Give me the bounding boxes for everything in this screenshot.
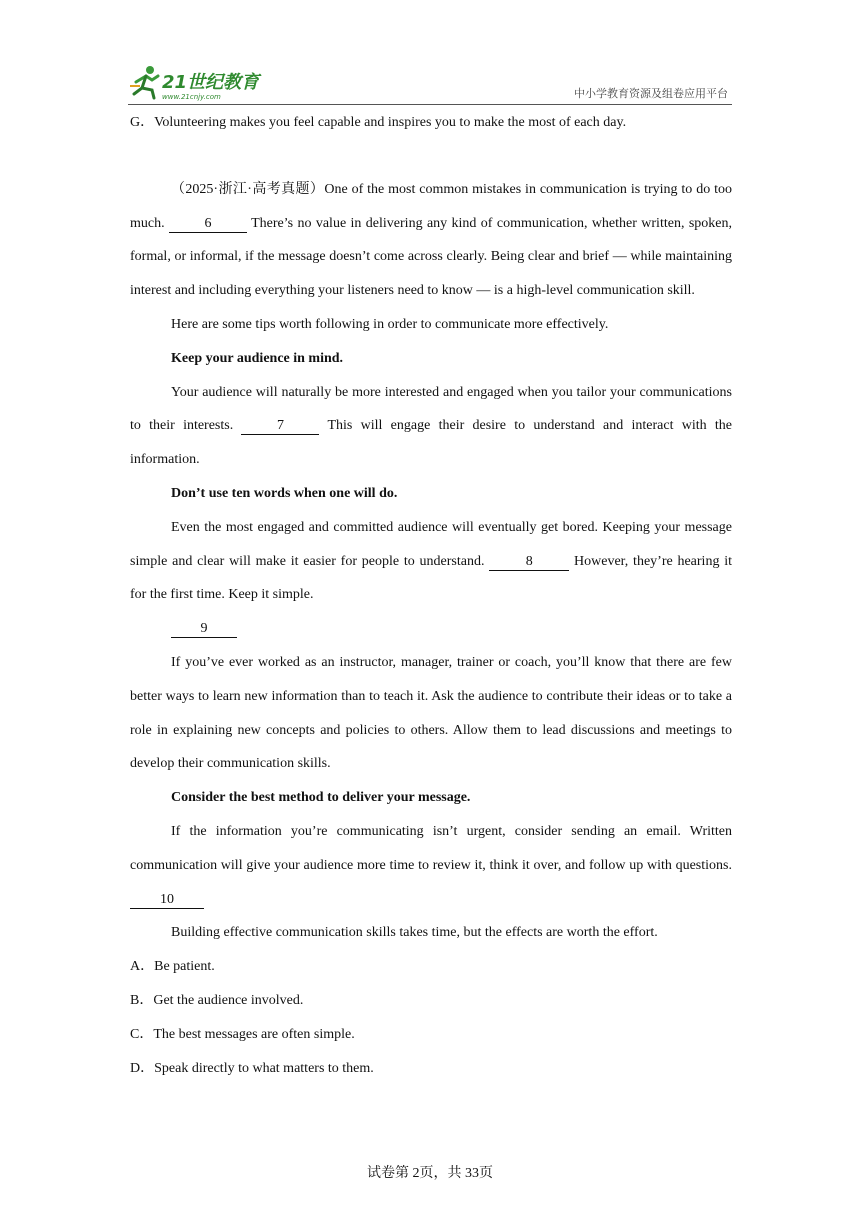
blank-10: 10: [130, 892, 204, 909]
page-header: [128, 60, 732, 105]
question-source: （2025·浙江·高考真题）: [171, 181, 325, 197]
page-footer: 试卷第 2页，共 33页: [367, 1166, 493, 1181]
option-b: B．Get the audience involved.: [130, 992, 304, 1008]
blank-7: 7: [241, 418, 319, 435]
option-c: C．The best messages are often simple.: [130, 1026, 355, 1042]
header-tagline: 中小学教育资源及组卷应用平台: [574, 87, 728, 100]
passage-paragraph-1: （2025·浙江·高考真题）One of the most common mistakes in communication is trying to do too much. 6 There’s no value in delivering any kind of communication, whether written, spoken, formal, or informal, if the message doesn’t come across clearly. Being clear and brief — while maintaining interest and including everything your listeners need to know — is a high-level communication skill.: [130, 181, 733, 299]
passage-paragraph-2: Here are some tips worth following in order to communicate more effectively.: [171, 316, 609, 332]
tip-heading-1: Keep your audience in mind.: [171, 350, 344, 366]
document-body: [130, 106, 732, 1085]
option-g: G．Volunteering makes you feel capable and inspires you to make the most of each day.: [130, 115, 627, 130]
blank-9: 9: [171, 621, 237, 638]
passage-paragraph-4: Even the most engaged and committed audience will eventually get bored. Keeping your message simple and clear will make it easier for people to understand. 8 However, they’re hearing it for the first time. Keep it simple.: [130, 519, 733, 603]
tip-heading-3: Consider the best method to deliver your message.: [171, 790, 471, 806]
logo-21cnjy: [128, 64, 278, 102]
passage-paragraph-7: Building effective communication skills takes time, but the effects are worth the effort.: [171, 925, 658, 941]
tip-heading-2: Don’t use ten words when one will do.: [171, 485, 398, 501]
option-d: D．Speak directly to what matters to them.: [130, 1060, 374, 1076]
passage-paragraph-6: If the information you’re communicating isn’t urgent, consider sending an email. Written communication will give your audience more time to review it, think it over, and follow up with questions. 10: [130, 823, 732, 907]
blank-6: 6: [169, 216, 247, 233]
svg-text:21世纪教育: 21世纪教育: [162, 72, 260, 93]
svg-text:www.21cnjy.com: www.21cnjy.com: [162, 93, 221, 101]
tip-heading-blank-9: [130, 612, 732, 646]
passage-paragraph-3: Your audience will naturally be more interested and engaged when you tailor your communications to their interests. 7 This will engage their desire to understand and interact with the information.: [130, 384, 732, 468]
blank-8: 8: [489, 554, 569, 571]
passage-paragraph-5: If you’ve ever worked as an instructor, manager, trainer or coach, you’ll know that there are few better ways to learn new information than to teach it. Ask the audience to contribute their ideas or to take a role in explaining new concepts and policies to others. Allow them to lead discussions and meetings to develop their communication skills.: [130, 654, 732, 772]
option-a: A．Be patient.: [130, 959, 215, 975]
